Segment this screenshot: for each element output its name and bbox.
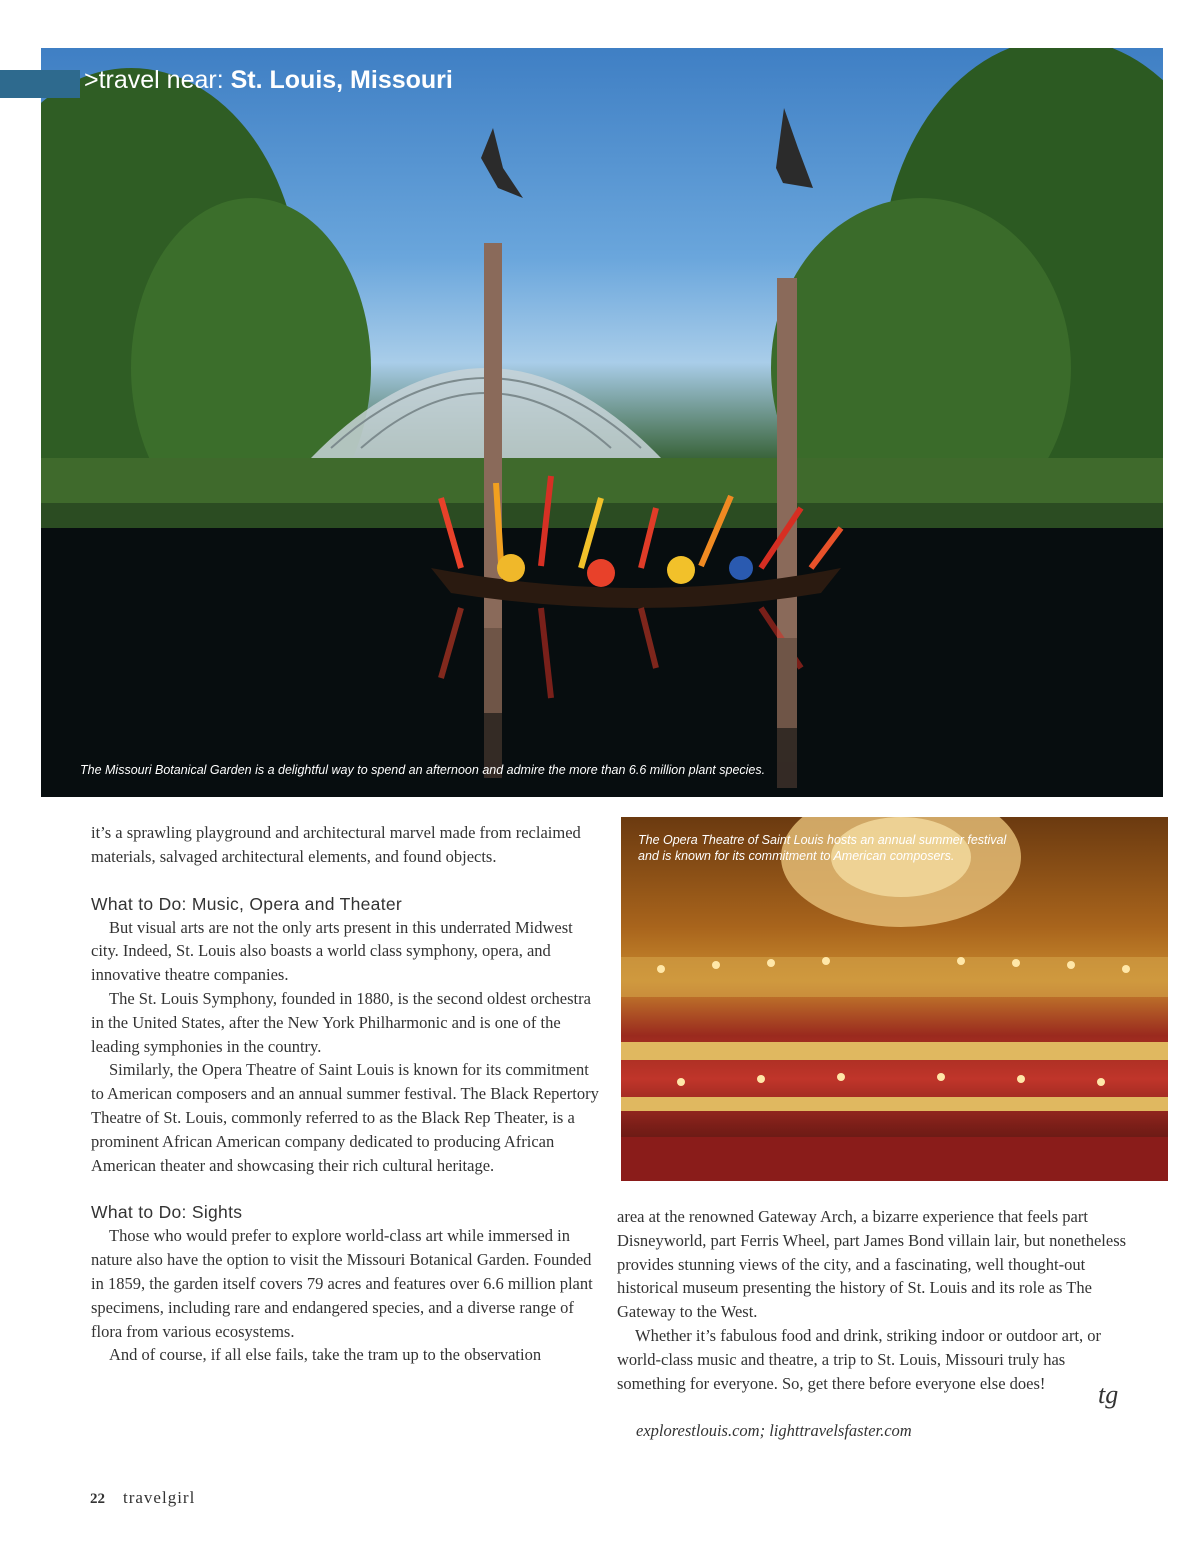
- body-paragraph: And of course, if all else fails, take the tram up to the observation: [109, 1345, 542, 1365]
- body-paragraph: Similarly, the Opera Theatre of Saint Louis is known for its commitment to American composers and an annual summer festival. The Black Repertory Theatre of St. Louis, commonly referred to as the Black Rep Theater, is a prominent African American company dedicated to producing African American theater and showcasing their rich cultural heritage.: [91, 1060, 599, 1175]
- hero-photo: [41, 48, 1163, 797]
- body-paragraph: Those who would prefer to explore world-class art while immersed in nature also have the option to visit the Missouri Botanical Garden. Founded in 1859, the garden itself covers 79 acres and features over 6.6 million plant specimens, including rare and endangered species, and a diverse range of flora from various ecosystems.: [91, 1226, 593, 1341]
- header-prefix: >travel near:: [84, 66, 231, 94]
- body-paragraph: Whether it’s fabulous food and drink, striking indoor or outdoor art, or world-class music and theatre, a trip to St. Louis, Missouri truly has something for everyone. So, get there before everyone else does!: [617, 1325, 1102, 1393]
- left-column: [91, 821, 601, 1367]
- botanical-garden-illustration: [41, 48, 1163, 797]
- page-footer: [90, 1488, 195, 1508]
- section-tab-bar: [0, 70, 80, 98]
- header-place: St. Louis, Missouri: [230, 66, 453, 94]
- right-column: [617, 1205, 1127, 1395]
- body-paragraph: But visual arts are not the only arts present in this underrated Midwest city. Indeed, St. Louis also boasts a world class symphony, opera, and innovative theatre companies.: [91, 917, 573, 985]
- section-header: [84, 66, 453, 95]
- body-paragraph: area at the renowned Gateway Arch, a bizarre experience that feels part Disneyworld, part Ferris Wheel, part James Bond villain lair, but nonetheless provides stunning views of the city, and a fascinating, well thought-out historical museum presenting the history of St. Louis and its role as The Gateway to the West.: [617, 1207, 1127, 1322]
- end-mark: tg: [1098, 1380, 1119, 1409]
- section-heading-music: What to Do: Music, Opera and Theater: [91, 893, 403, 914]
- page-number: 22: [90, 1491, 105, 1507]
- intro-paragraph: it’s a sprawling playground and architectural marvel made from reclaimed materials, salvaged architectural elements, and found objects.: [91, 823, 581, 866]
- opera-caption: The Opera Theatre of Saint Louis hosts an annual summer festival and is known for its commitment to American composers.: [638, 833, 1007, 863]
- magazine-brand: travelgirl: [123, 1488, 196, 1507]
- hero-caption: The Missouri Botanical Garden is a delightful way to spend an afternoon and admire the more than 6.6 million plant species.: [80, 763, 766, 777]
- opera-photo: [621, 817, 1168, 1181]
- body-paragraph: The St. Louis Symphony, founded in 1880, is the second oldest orchestra in the United States, after the New York Philharmonic and is one of the leading symphonies in the country.: [91, 988, 591, 1056]
- section-heading-sights: What to Do: Sights: [91, 1202, 243, 1223]
- opera-theatre-illustration: [621, 817, 1168, 1181]
- source-links: explorestlouis.com; lighttravelsfaster.com: [636, 1421, 912, 1440]
